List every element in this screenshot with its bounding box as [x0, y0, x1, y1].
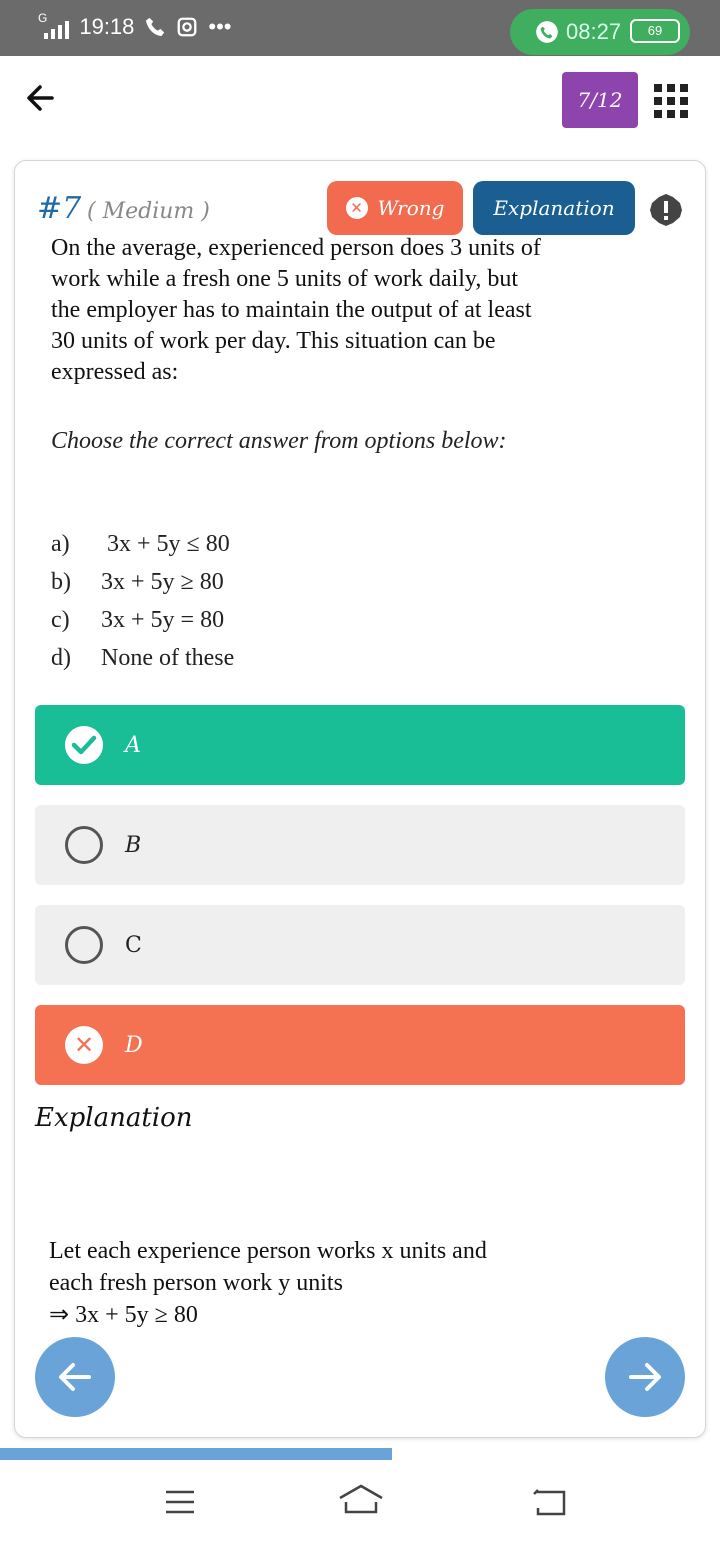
status-pill: [510, 9, 690, 55]
back-arrow-icon[interactable]: [22, 78, 62, 118]
option-text: 3x + 5y ≤ 80: [107, 531, 230, 557]
option-text: None of these: [101, 645, 235, 671]
next-question-button[interactable]: [605, 1337, 685, 1417]
quiz-progress-bar: [0, 1448, 392, 1460]
answer-label: B: [125, 832, 142, 858]
answer-option-a[interactable]: [35, 705, 685, 785]
question-prompt: Choose the correct answer from options below:: [51, 428, 507, 454]
option-key: d): [51, 645, 71, 671]
status-bar: [0, 0, 720, 56]
explanation-line: ⇒ 3x + 5y ≥ 80: [49, 1302, 198, 1328]
report-icon[interactable]: [649, 193, 683, 227]
status-pill-text: 08:27: [566, 19, 622, 44]
explanation-line: Let each experience person works x units and: [49, 1238, 487, 1264]
question-text: On the average, experienced person does 3 units of work while a fresh one 5 units of work daily, but the employer has to maintain the output of at least 30 units of work per day. This situation can be expressed as:: [51, 235, 541, 385]
status-time: 19:18: [79, 14, 135, 39]
answer-label: A: [125, 732, 141, 758]
question-number: #7: [37, 191, 82, 226]
option-text: 3x + 5y = 80: [101, 607, 225, 633]
option-item: [51, 569, 234, 607]
call-icon: [534, 19, 560, 45]
previous-question-button[interactable]: [35, 1337, 115, 1417]
option-item: [51, 531, 234, 569]
radio-empty-icon: [65, 926, 103, 964]
question-grid-icon[interactable]: [654, 84, 688, 118]
answer-label: D: [125, 1032, 143, 1058]
menu-icon[interactable]: [160, 1482, 200, 1522]
radio-empty-icon: [65, 826, 103, 864]
battery-icon: 69: [630, 19, 680, 43]
option-item: [51, 645, 234, 683]
option-text: 3x + 5y ≥ 80: [101, 569, 224, 595]
answer-label: C: [125, 932, 142, 958]
option-key: a): [51, 531, 70, 557]
explanation-line: each fresh person work y units: [49, 1270, 343, 1296]
system-navigation-bar: [0, 1460, 720, 1544]
question-card: [14, 160, 706, 1438]
more-notifications-icon: •••: [208, 14, 232, 39]
option-list: [51, 531, 234, 683]
explanation-text: [49, 1235, 569, 1331]
explanation-heading: Explanation: [35, 1103, 193, 1133]
instagram-icon: [176, 16, 198, 38]
back-nav-icon[interactable]: [530, 1482, 570, 1522]
close-circle-icon: ✕: [346, 197, 368, 219]
option-key: c): [51, 607, 70, 633]
phone-icon: [144, 16, 166, 38]
check-circle-icon: [65, 726, 103, 764]
option-key: b): [51, 569, 71, 595]
answer-option-d[interactable]: [35, 1005, 685, 1085]
wrong-status-button[interactable]: [327, 181, 463, 235]
explanation-button[interactable]: Explanation: [473, 181, 635, 235]
status-left: [38, 11, 232, 40]
arrow-left-icon: [35, 1337, 115, 1417]
wrong-status-label: Wrong: [377, 196, 445, 220]
network-label: G: [38, 11, 48, 25]
answer-option-b[interactable]: [35, 805, 685, 885]
question-counter[interactable]: 7/12: [562, 72, 638, 128]
app-bar: [0, 56, 720, 146]
home-icon[interactable]: [336, 1482, 386, 1522]
option-item: [51, 607, 234, 645]
close-circle-icon: ✕: [65, 1026, 103, 1064]
signal-icon: [38, 11, 69, 39]
arrow-right-icon: [605, 1337, 685, 1417]
answer-option-c[interactable]: [35, 905, 685, 985]
question-difficulty: ( Medium ): [87, 199, 210, 224]
